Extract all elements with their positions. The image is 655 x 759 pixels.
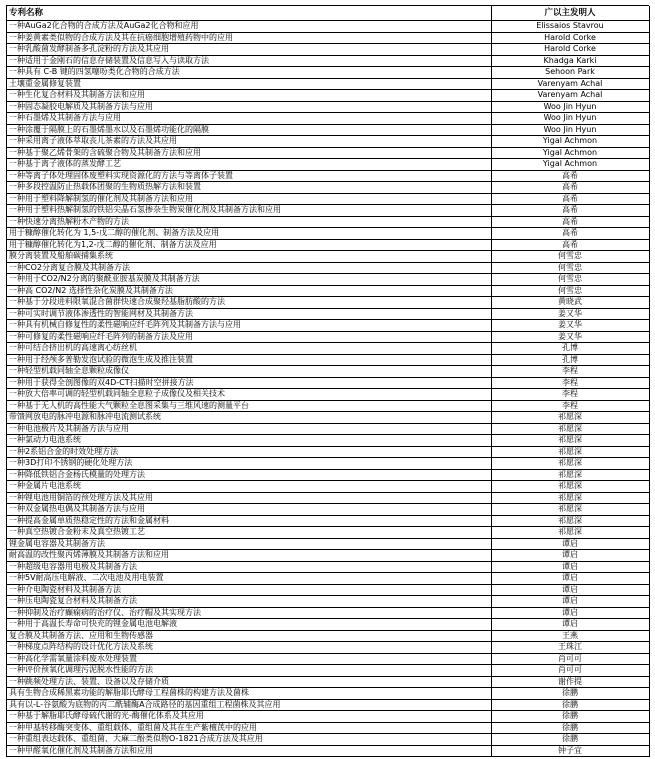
patent-name-cell: 一种介电陶瓷材料及其制备方法 bbox=[7, 584, 491, 596]
table-row bbox=[7, 619, 649, 631]
patent-name-cell: 一种降低铁铝合金杨氏模量的处理方法 bbox=[7, 469, 491, 481]
inventor-cell: 祁愿深 bbox=[491, 423, 649, 435]
table-row bbox=[7, 561, 649, 573]
patent-name-cell: 一种甲醛氧化催化剂及其制备方法和应用 bbox=[7, 745, 491, 757]
patent-name-cell: 一种金属片电池系统 bbox=[7, 481, 491, 493]
table-row bbox=[7, 412, 649, 424]
table-row bbox=[7, 492, 649, 504]
table-row bbox=[7, 55, 649, 67]
patent-name-cell: 一种超级电容器用电极及其制备方法 bbox=[7, 561, 491, 573]
table-row bbox=[7, 584, 649, 596]
patent-name-cell: 一种采用离子液体萃取丧儿茶素的方法及其应用 bbox=[7, 136, 491, 148]
patent-name-cell: 一种固态凝胶电解质及其制备方法与应用 bbox=[7, 101, 491, 113]
patent-name-cell: 一种基于聚乙烯骨架的含硫聚合物及其制备方法和应用 bbox=[7, 147, 491, 159]
patent-name-cell: 一种高 CO2/N2 选择性杂化炭膜及其制备方法 bbox=[7, 285, 491, 297]
patent-name-cell: 一种用于高温长寿命可快充的锂金属电池电解液 bbox=[7, 619, 491, 631]
inventor-cell: 高希 bbox=[491, 182, 649, 194]
inventor-cell: 姜又华 bbox=[491, 308, 649, 320]
table-row bbox=[7, 354, 649, 366]
patent-name-cell: 一种乳酸菌发酵制备多孔淀粉的方法及其应用 bbox=[7, 44, 491, 56]
table-row bbox=[7, 205, 649, 217]
table-row bbox=[7, 285, 649, 297]
patent-name-cell: 一种等离子体处理固体废塑料实现资源化的方法与等离体子装置 bbox=[7, 170, 491, 182]
inventor-cell: 祁愿深 bbox=[491, 515, 649, 527]
table-row bbox=[7, 170, 649, 182]
patent-name-cell: 一种梯度点阵结构的设计优化方法及系统 bbox=[7, 642, 491, 654]
patent-table-container bbox=[6, 5, 649, 757]
patent-name-cell: 一种基于离子液体的蒸发酵工艺 bbox=[7, 159, 491, 171]
inventor-cell: 祁愿深 bbox=[491, 412, 649, 424]
patent-name-cell: 一种具有机械自修复性的柔性磁响应纤毛阵列及其制备方法与应用 bbox=[7, 320, 491, 332]
inventor-cell: Yigal Achmon bbox=[491, 147, 649, 159]
patent-name-cell: 一种基于无人机的高性能大气颗粒全息图采集与三维风速的测量平台 bbox=[7, 400, 491, 412]
inventor-cell: Woo Jin Hyun bbox=[491, 124, 649, 136]
inventor-cell: 高希 bbox=[491, 170, 649, 182]
inventor-cell: Yigal Achmon bbox=[491, 159, 649, 171]
inventor-cell: 谭启 bbox=[491, 619, 649, 631]
inventor-cell: 黄晓武 bbox=[491, 297, 649, 309]
inventor-cell: Woo Jin Hyun bbox=[491, 101, 649, 113]
table-row bbox=[7, 446, 649, 458]
patent-name-cell: 一种真空热镀合金粉末及真空热镀工艺 bbox=[7, 527, 491, 539]
inventor-cell: Harold Corke bbox=[491, 44, 649, 56]
header-row bbox=[7, 6, 649, 21]
inventor-cell: 谭启 bbox=[491, 550, 649, 562]
inventor-cell: Yigal Achmon bbox=[491, 136, 649, 148]
patent-name-cell: 一种压电陶瓷复合材料及其制备方法 bbox=[7, 596, 491, 608]
patent-name-cell: 一种高化学需氧量涂料废水处理装置 bbox=[7, 653, 491, 665]
table-row bbox=[7, 44, 649, 56]
inventor-cell: 祁愿深 bbox=[491, 458, 649, 470]
table-row bbox=[7, 435, 649, 447]
inventor-cell: 谭启 bbox=[491, 607, 649, 619]
table-row bbox=[7, 228, 649, 240]
patent-name-cell: 一种可实时调节液体渗透性的智能网材及其制备方法 bbox=[7, 308, 491, 320]
patent-name-cell: 一种可修复的柔性磁响应纤毛阵列的制备方法及应用 bbox=[7, 331, 491, 343]
inventor-cell: 谭启 bbox=[491, 561, 649, 573]
table-row bbox=[7, 182, 649, 194]
table-row bbox=[7, 331, 649, 343]
table-row bbox=[7, 699, 649, 711]
patent-name-cell: 复合膜及其制备方法、应用和生物传感器 bbox=[7, 630, 491, 642]
patent-name-cell: 一种可结合挤出机的高速离心纺丝机 bbox=[7, 343, 491, 355]
patent-name-cell: 一种用于塑料降解制氢的催化剂及其制备方法和应用 bbox=[7, 193, 491, 205]
patent-name-cell: 一种跳频处理方法、装置、设备以及存储介质 bbox=[7, 676, 491, 688]
inventor-cell: Varenyam Achal bbox=[491, 78, 649, 90]
inventor-cell: 高希 bbox=[491, 193, 649, 205]
patent-name-cell: 一种多段控温防止热载体团聚的生物质热解方法和装置 bbox=[7, 182, 491, 194]
table-row bbox=[7, 216, 649, 228]
table-row bbox=[7, 32, 649, 44]
inventor-cell: 姜又华 bbox=[491, 320, 649, 332]
patent-name-cell: 一种姜黄素类似物的合成方法及其在抗癌细胞增殖药物中的应用 bbox=[7, 32, 491, 44]
table-row bbox=[7, 147, 649, 159]
patent-name-cell: 用于糠醇催化转化为1,2-戊二醇的催化剂、制备方法及应用 bbox=[7, 239, 491, 251]
inventor-cell: 谭启 bbox=[491, 573, 649, 585]
table-row bbox=[7, 159, 649, 171]
patent-name-cell: 一种生化复合材料及其制备方法和应用 bbox=[7, 90, 491, 102]
patent-name-cell: 用于糠醇催化转化为 1,5-戊二醇的催化剂、制备方法及应用 bbox=[7, 228, 491, 240]
table-row bbox=[7, 688, 649, 700]
table-row bbox=[7, 251, 649, 263]
inventor-cell: 高希 bbox=[491, 216, 649, 228]
table-row bbox=[7, 67, 649, 79]
table-row bbox=[7, 308, 649, 320]
inventor-cell: 徐鹏 bbox=[491, 734, 649, 746]
inventor-cell: 李程 bbox=[491, 366, 649, 378]
patent-name-cell: 一种双金属热电偶及其制备方法与应用 bbox=[7, 504, 491, 516]
inventor-cell: 何雪忠 bbox=[491, 285, 649, 297]
table-row bbox=[7, 274, 649, 286]
inventor-cell: 王珠江 bbox=[491, 642, 649, 654]
table-row bbox=[7, 504, 649, 516]
inventor-cell: 孔博 bbox=[491, 343, 649, 355]
inventor-cell: 谭启 bbox=[491, 596, 649, 608]
table-row bbox=[7, 423, 649, 435]
patent-name-cell: 一种电池极片及其制备方法与应用 bbox=[7, 423, 491, 435]
table-row bbox=[7, 101, 649, 113]
inventor-cell: 何雪忠 bbox=[491, 262, 649, 274]
inventor-cell: 祁愿深 bbox=[491, 481, 649, 493]
patent-name-cell: 一种基于解脂耶氏酵母硫代谢的光-酶催化体系及其应用 bbox=[7, 711, 491, 723]
inventor-cell: 李程 bbox=[491, 400, 649, 412]
table-row bbox=[7, 734, 649, 746]
inventor-cell: 孔博 bbox=[491, 354, 649, 366]
table-row bbox=[7, 297, 649, 309]
table-row bbox=[7, 550, 649, 562]
table-row bbox=[7, 239, 649, 251]
table-row bbox=[7, 377, 649, 389]
table-row bbox=[7, 653, 649, 665]
patent-name-cell: 一种用于经颅多普勒发泡试验的微泡生成及推注装置 bbox=[7, 354, 491, 366]
table-row bbox=[7, 136, 649, 148]
patent-name-cell: 一种重组表达载体、重组菌、大麻二酚类似物O-1821合成方法及其应用 bbox=[7, 734, 491, 746]
inventor-cell: 高希 bbox=[491, 205, 649, 217]
patent-name-cell: 一种基于分段进料限氧混合菌群快速合成聚羟基脂肪酸的方法 bbox=[7, 297, 491, 309]
patent-name-cell: 一种锂电池用铜箔的预处理方法及其应用 bbox=[7, 492, 491, 504]
inventor-cell: 祁愿深 bbox=[491, 469, 649, 481]
inventor-cell: 何雪忠 bbox=[491, 274, 649, 286]
patent-name-cell: 一种适用于金刚石的信息存储装置及信息写入与读取方法 bbox=[7, 55, 491, 67]
table-row bbox=[7, 343, 649, 355]
inventor-cell: 徐鹏 bbox=[491, 722, 649, 734]
patent-name-cell: 耐高温的改性聚丙烯薄膜及其制备方法和应用 bbox=[7, 550, 491, 562]
patent-name-cell: 一种5V耐高压电解液、二次电池及用电装置 bbox=[7, 573, 491, 585]
patent-name-cell: 膜分离装置及船舶碳捕集系统 bbox=[7, 251, 491, 263]
patent-name-cell: 一种提高金属单质热稳定性的方法和金属材料 bbox=[7, 515, 491, 527]
table-row bbox=[7, 78, 649, 90]
patent-name-cell: 一种石墨烯及其制备方法与应用 bbox=[7, 113, 491, 125]
inventor-cell: Harold Corke bbox=[491, 32, 649, 44]
inventor-cell: 王燕 bbox=[491, 630, 649, 642]
patent-name-cell: 一种AuGa2化合物的合成方法及AuGa2化合物和应用 bbox=[7, 21, 491, 33]
table-row bbox=[7, 665, 649, 677]
patent-name-cell: 一种3D打印不锈钢的硬化处理方法 bbox=[7, 458, 491, 470]
patent-name-cell: 具有以-L-谷氨酸为底物的丙二酰辅酶A合成路径的基因重组工程菌株及其应用 bbox=[7, 699, 491, 711]
table-row bbox=[7, 573, 649, 585]
table-row bbox=[7, 515, 649, 527]
patent-name-cell: 锂金属电容器及其制备方法 bbox=[7, 538, 491, 550]
inventor-cell: 高希 bbox=[491, 228, 649, 240]
table-row bbox=[7, 389, 649, 401]
table-row bbox=[7, 527, 649, 539]
inventor-cell: 祁愿深 bbox=[491, 435, 649, 447]
table-row bbox=[7, 630, 649, 642]
table-row bbox=[7, 642, 649, 654]
table-row bbox=[7, 596, 649, 608]
table-body bbox=[7, 21, 649, 757]
patent-name-cell: 一种CO2分离复合膜及其制备方法 bbox=[7, 262, 491, 274]
patent-name-cell: 具有生物合成稀黑素功能的解脂耶氏酵母工程菌株的构建方法及菌株 bbox=[7, 688, 491, 700]
patent-name-cell: 一种2系铝合金的时效处理方法 bbox=[7, 446, 491, 458]
header-inventor: 广以主发明人 bbox=[491, 6, 649, 21]
patent-name-cell: 一种放大倍率可调的轻型机载同轴全息粒子成像仪及相关技术 bbox=[7, 389, 491, 401]
table-row bbox=[7, 193, 649, 205]
inventor-cell: 徐鹏 bbox=[491, 699, 649, 711]
table-row bbox=[7, 320, 649, 332]
inventor-cell: 谢作提 bbox=[491, 676, 649, 688]
table-row bbox=[7, 124, 649, 136]
inventor-cell: 祁愿深 bbox=[491, 492, 649, 504]
patent-name-cell: 一种抑制及治疗癫痫病的治疗仪、治疗帽及其实现方法 bbox=[7, 607, 491, 619]
patent-name-cell: 一种快速分离热解粉木产物的方法 bbox=[7, 216, 491, 228]
patent-name-cell: 一种涂覆于隔膜上的石墨烯墨水以及石墨烯功能化的隔膜 bbox=[7, 124, 491, 136]
inventor-cell: 祁愿深 bbox=[491, 446, 649, 458]
table-row bbox=[7, 676, 649, 688]
inventor-cell: Elissaios Stavrou bbox=[491, 21, 649, 33]
inventor-cell: Sehoon Park bbox=[491, 67, 649, 79]
table-row bbox=[7, 21, 649, 33]
table-row bbox=[7, 90, 649, 102]
inventor-cell: 李程 bbox=[491, 389, 649, 401]
patent-name-cell: 一种用于获得全剖图像的双4D-CT扫描时空拼接方法 bbox=[7, 377, 491, 389]
inventor-cell: 谭启 bbox=[491, 584, 649, 596]
table-row bbox=[7, 400, 649, 412]
patent-table bbox=[7, 6, 650, 757]
patent-name-cell: 一种评价预氧化调理污泥脱水性能的方法 bbox=[7, 665, 491, 677]
inventor-cell: 李程 bbox=[491, 377, 649, 389]
table-row bbox=[7, 607, 649, 619]
inventor-cell: 何雪忠 bbox=[491, 251, 649, 263]
table-row bbox=[7, 538, 649, 550]
inventor-cell: 肖可可 bbox=[491, 653, 649, 665]
patent-name-cell: 一种轻型机载同轴全息颗粒成像仪 bbox=[7, 366, 491, 378]
header-patent-name: 专利名称 bbox=[7, 6, 491, 21]
patent-name-cell: 土壤重金属修复装置 bbox=[7, 78, 491, 90]
table-row bbox=[7, 262, 649, 274]
inventor-cell: 祁愿深 bbox=[491, 527, 649, 539]
table-row bbox=[7, 711, 649, 723]
table-row bbox=[7, 722, 649, 734]
inventor-cell: 高希 bbox=[491, 239, 649, 251]
inventor-cell: 姜又华 bbox=[491, 331, 649, 343]
table-row bbox=[7, 745, 649, 757]
patent-name-cell: 一种具有 C-B 键的四氢噻吩类化合物的合成方法 bbox=[7, 67, 491, 79]
table-row bbox=[7, 469, 649, 481]
inventor-cell: 肖可可 bbox=[491, 665, 649, 677]
table-row bbox=[7, 113, 649, 125]
inventor-cell: 徐鹏 bbox=[491, 711, 649, 723]
inventor-cell: 祁愿深 bbox=[491, 504, 649, 516]
table-row bbox=[7, 366, 649, 378]
patent-name-cell: 一种用于塑料热解制氢的铁铝尖晶石氢掺杂生物炭催化剂及其制备方法和应用 bbox=[7, 205, 491, 217]
inventor-cell: 钟子宜 bbox=[491, 745, 649, 757]
inventor-cell: Varenyam Achal bbox=[491, 90, 649, 102]
inventor-cell: Woo Jin Hyun bbox=[491, 113, 649, 125]
patent-name-cell: 一种氯动力电池系统 bbox=[7, 435, 491, 447]
patent-name-cell: 一种甲基转移酶突变体、重组载体、重组菌及其在生产紫檀芪中的应用 bbox=[7, 722, 491, 734]
patent-name-cell: 一种用于CO2/N2分离的聚酰亚胺基炭膜及其制备方法 bbox=[7, 274, 491, 286]
table-row bbox=[7, 458, 649, 470]
inventor-cell: 谭启 bbox=[491, 538, 649, 550]
patent-name-cell: 带馈网放电的脉冲电源和脉冲电流测试系统 bbox=[7, 412, 491, 424]
inventor-cell: Khadga Karki bbox=[491, 55, 649, 67]
inventor-cell: 徐鹏 bbox=[491, 688, 649, 700]
table-row bbox=[7, 481, 649, 493]
